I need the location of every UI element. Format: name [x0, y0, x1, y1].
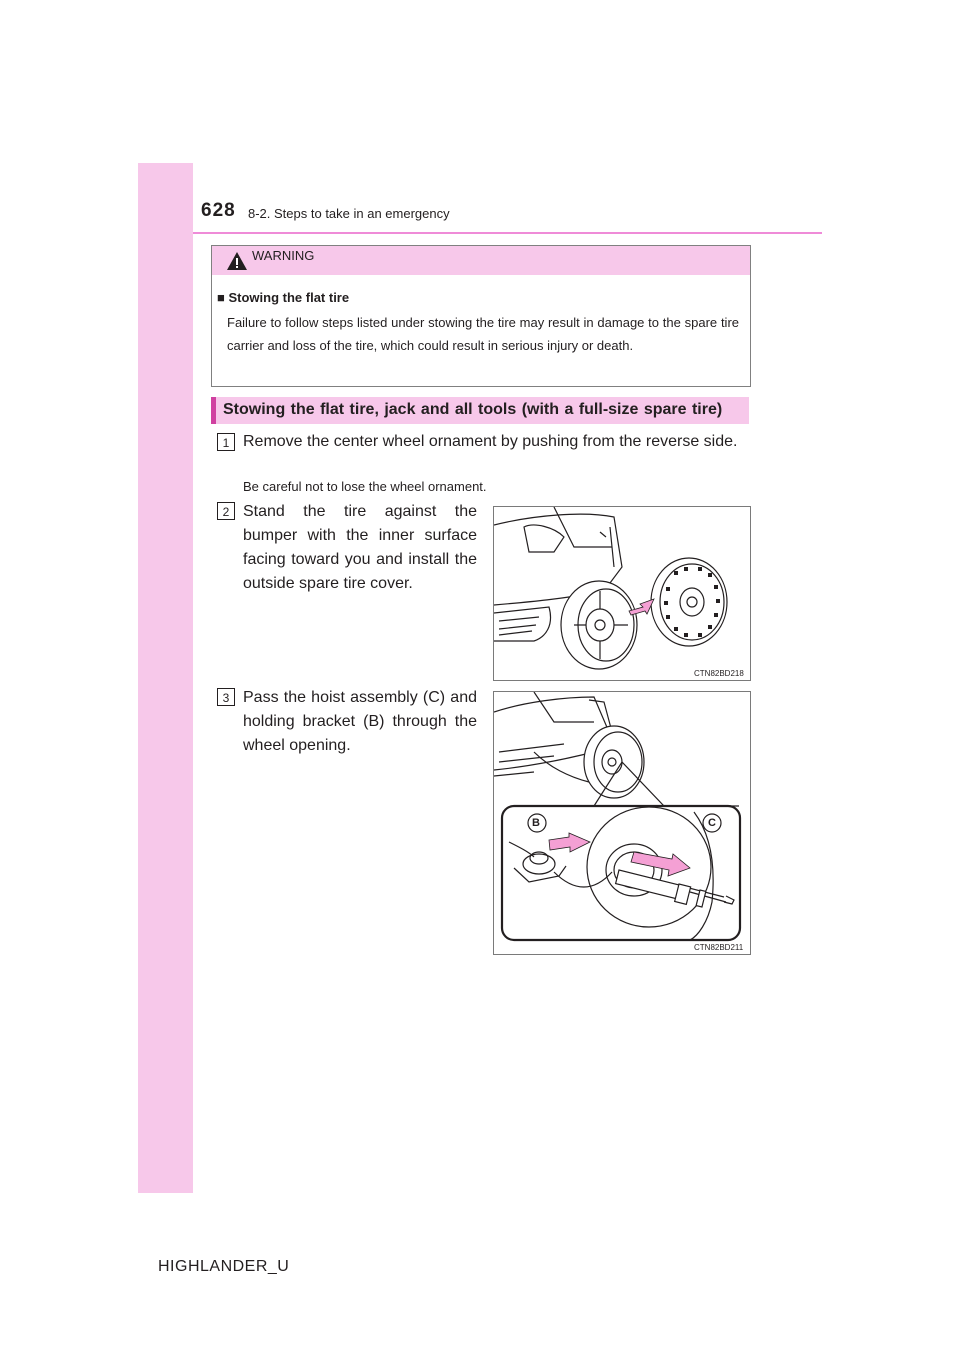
step-number-2: 2	[217, 502, 235, 520]
step-1-note: Be careful not to lose the wheel ornament.	[243, 479, 487, 494]
warning-label: WARNING	[252, 248, 315, 263]
section-title: 8-2. Steps to take in an emergency	[248, 206, 450, 221]
figure-code-218: CTN82BD218	[694, 669, 744, 678]
step-2-text: Stand the tire against the bumper with the inner surface facing toward you and install the outside spare tire cover.	[243, 503, 477, 592]
section-heading: Stowing the flat tire, jack and all tools (with a full-size spare tire)	[223, 401, 723, 418]
footer-model: HIGHLANDER_U	[158, 1258, 290, 1275]
step-number-1: 1	[217, 433, 235, 451]
page-number: 628	[201, 200, 236, 221]
square-bullet-icon: ■	[217, 290, 225, 305]
callout-c: C	[708, 817, 716, 829]
step-1-text: Remove the center wheel ornament by pushing from the reverse side.	[243, 433, 738, 450]
side-tab-band	[138, 163, 193, 1193]
warning-triangle-icon	[226, 251, 248, 271]
illustration-tire-bumper	[494, 507, 750, 680]
callout-b: B	[532, 817, 540, 829]
figure-hoist-assembly	[493, 691, 751, 955]
figure-tire-against-bumper	[493, 506, 751, 681]
step-number-3: 3	[217, 688, 235, 706]
warning-subheading	[217, 290, 349, 305]
warning-body: Failure to follow steps listed under stowing the tire may result in damage to the spare tire carrier and loss of the tire, which could result in serious injury or death.	[227, 315, 739, 353]
header-rule	[193, 232, 822, 234]
figure-code-211: CTN82BD211	[694, 943, 744, 952]
warning-subheading-text: Stowing the flat tire	[228, 290, 350, 305]
step-3-text: Pass the hoist assembly (C) and holding bracket (B) through the wheel opening.	[243, 689, 477, 754]
